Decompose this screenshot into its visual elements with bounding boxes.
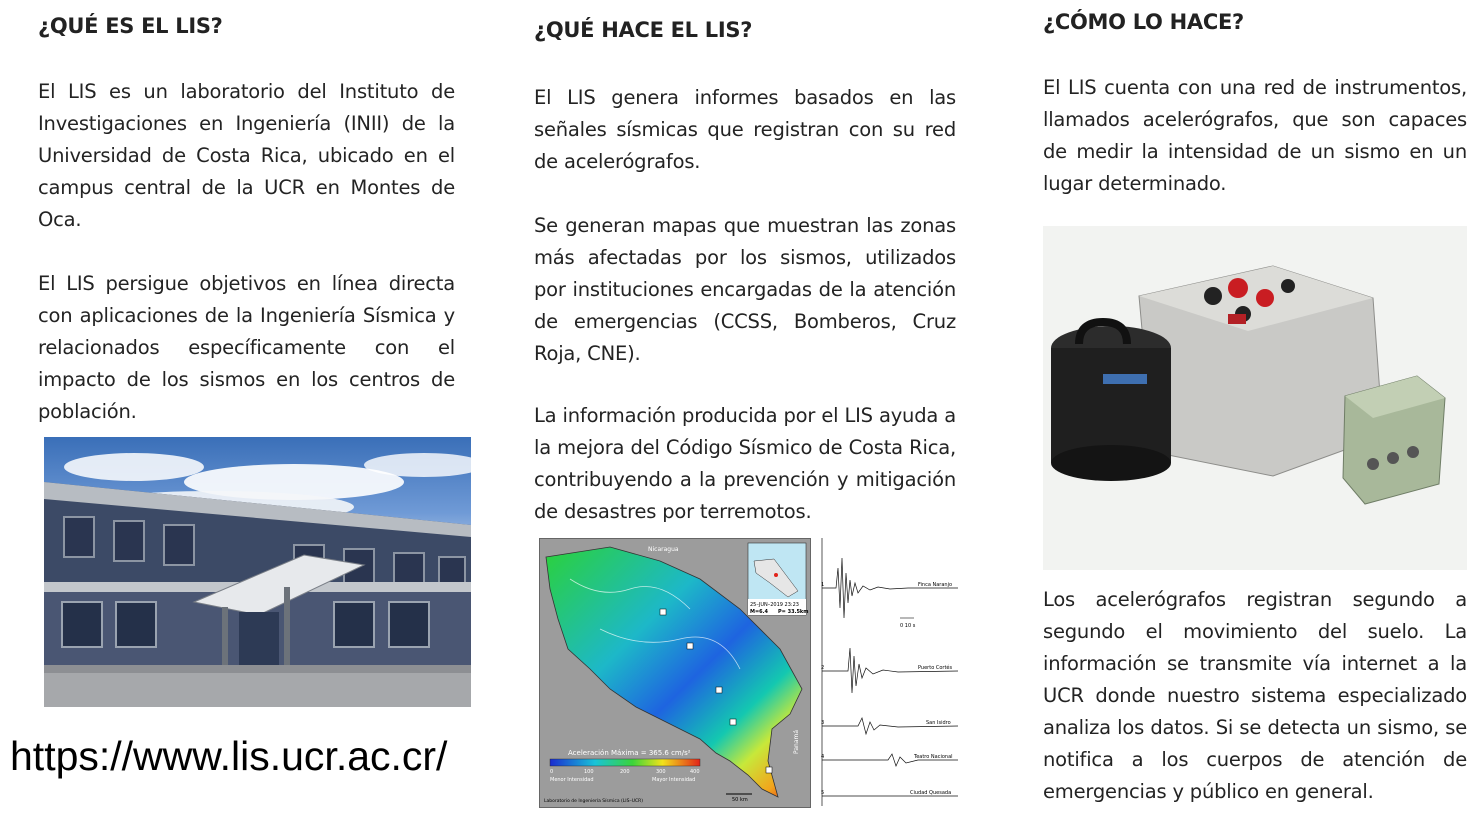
heading-what-is: ¿QUÉ ES EL LIS? [38, 14, 223, 38]
map-scale: 50 km [732, 797, 748, 803]
heading-how: ¿CÓMO LO HACE? [1043, 10, 1244, 34]
legend-title: Aceleración Máxima = 365.6 cm/s² [568, 749, 691, 757]
map-credit: Laboratorio de Ingeniería Sísmica (LIS–UCR) [544, 799, 644, 804]
station-2-name: Puerto Cortés [918, 665, 953, 671]
waveform-traces [818, 538, 962, 806]
legend-low: Menor Intensidad [550, 777, 594, 783]
paragraph-what-is-1: El LIS es un laboratorio del Instituto de Investigaciones en Ingeniería (INII) de la Universidad de Costa Rica, ubicado en el campus central de la UCR en Montes de Oca. [38, 80, 455, 231]
lis-building-photo [44, 437, 471, 707]
legend-tick-3: 300 [656, 769, 666, 775]
legend-tick-0: 0 [550, 769, 554, 775]
accelerographs-illustration [1043, 226, 1467, 570]
station-2-number: 2 [821, 665, 825, 671]
accelerographs-photo [1043, 226, 1467, 570]
intensity-map [539, 538, 811, 808]
station-5-name: Ciudad Quesada [910, 790, 952, 796]
waveform-scale: 0 10 s [900, 623, 916, 629]
paragraph-what-does-3: La información producida por el LIS ayuda a la mejora del Código Sísmico de Costa Rica, contribuyendo a la prevención y mitigación de desastres por terremotos. [534, 404, 956, 523]
waveform-panel [818, 538, 962, 806]
costa-rica-map [540, 539, 810, 807]
map-magnitude: M=6.4 [750, 609, 769, 615]
station-3-name: San Isidro [926, 720, 951, 726]
station-4-name: Teatro Nacional [914, 754, 953, 760]
map-label-panama: Panamá [793, 729, 800, 754]
legend-tick-2: 200 [620, 769, 630, 775]
map-label-nicaragua: Nicaragua [648, 546, 679, 553]
heading-what-does: ¿QUÉ HACE EL LIS? [534, 18, 753, 42]
station-3-number: 3 [821, 720, 825, 726]
paragraph-how-1: El LIS cuenta con una red de instrumentos, llamados acelerógrafos, que son capaces de medir la intensidad de un sismo en un lugar determinado. [1043, 76, 1467, 195]
paragraph-how-2: Los acelerógrafos registran segundo a segundo el movimiento del suelo. La información se transmite vía internet a la UCR donde nuestro sistema especializado analiza los datos. Si se detecta un sismo, se notifica a los cuerpos de atención de emergencias y público en general. [1043, 588, 1467, 803]
map-depth: P= 33.5km [778, 609, 809, 615]
building-illustration [44, 437, 471, 707]
legend-high: Mayor Intensidad [652, 777, 696, 783]
station-1-number: 1 [821, 582, 825, 588]
legend-tick-4: 400 [690, 769, 700, 775]
paragraph-what-does-1: El LIS genera informes basados en las señales sísmicas que registran con su red de acelerógrafos. [534, 86, 956, 173]
station-5-number: 5 [821, 790, 825, 796]
paragraph-what-is-2: El LIS persigue objetivos en línea directa con aplicaciones de la Ingeniería Sísmica y relacionados específicamente con el impacto de los sismos en los centros de población. [38, 272, 455, 423]
legend-tick-1: 100 [584, 769, 594, 775]
station-1-name: Finca Naranjo [918, 582, 953, 588]
map-date: 25–JUN–2019 23:23 [750, 602, 799, 608]
paragraph-what-does-2: Se generan mapas que muestran las zonas más afectadas por los sismos, utilizados por instituciones encargadas de la atención de emergencias (CCSS, Bomberos, Cruz Roja, CNE). [534, 214, 956, 365]
station-4-number: 4 [821, 754, 825, 760]
website-url[interactable]: https://www.lis.ucr.ac.cr/ [10, 733, 448, 779]
